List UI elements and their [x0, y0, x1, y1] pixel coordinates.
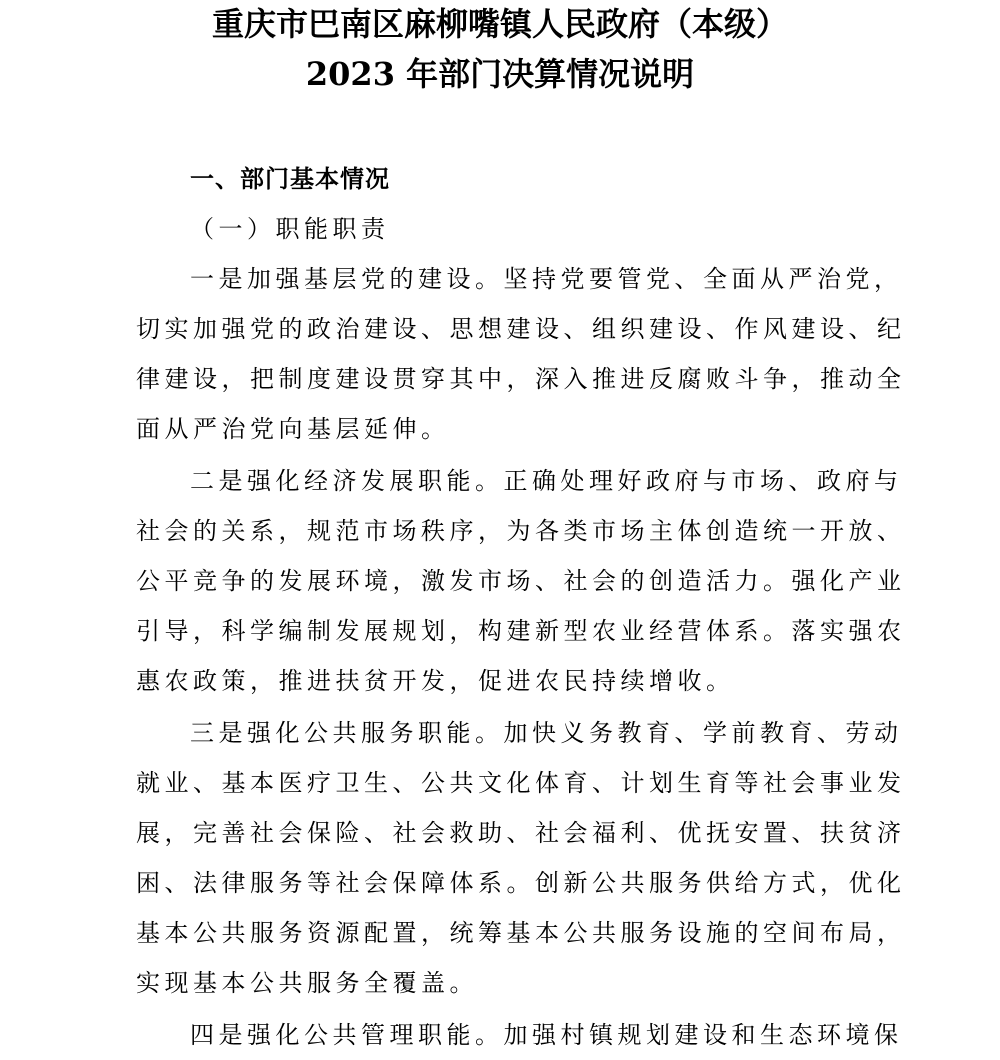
paragraph-3-line-1: 三是强化公共服务职能。加快义务教育、学前教育、劳动	[190, 719, 903, 747]
paragraph-2-line-5: 惠农政策，推进扶贫开发，促进农民持续增收。	[136, 667, 735, 695]
document-title-line-2: 2023 年部门决算情况说明	[305, 55, 695, 93]
paragraph-2-line-3: 公平竞争的发展环境，激发市场、社会的创造活力。强化产业	[136, 567, 906, 595]
paragraph-1-line-1: 一是加强基层党的建设。坚持党要管党、全面从严治党，	[190, 265, 903, 293]
paragraph-4-line-1: 四是强化公共管理职能。加强村镇规划建设和生态环境保	[190, 1021, 903, 1049]
paragraph-3-line-3: 展，完善社会保险、社会救助、社会福利、优抚安置、扶贫济	[136, 819, 906, 847]
paragraph-2-line-2: 社会的关系，规范市场秩序，为各类市场主体创造统一开放、	[136, 517, 906, 545]
paragraph-3-line-5: 基本公共服务资源配置，统筹基本公共服务设施的空间布局，	[136, 919, 906, 947]
paragraph-1-line-4: 面从严治党向基层延伸。	[136, 415, 450, 443]
paragraph-2-line-4: 引导，科学编制发展规划，构建新型农业经营体系。落实强农	[136, 617, 906, 645]
paragraph-3-line-6: 实现基本公共服务全覆盖。	[136, 969, 478, 997]
paragraph-2-line-1: 二是强化经济发展职能。正确处理好政府与市场、政府与	[190, 467, 903, 495]
paragraph-3-line-2: 就业、基本医疗卫生、公共文化体育、计划生育等社会事业发	[136, 769, 906, 797]
section-heading: 一、部门基本情况	[190, 165, 390, 193]
paragraph-1-line-3: 律建设，把制度建设贯穿其中，深入推进反腐败斗争，推动全	[136, 365, 906, 393]
subsection-heading: （一）职能职责	[190, 215, 390, 243]
paragraph-3-line-4: 困、法律服务等社会保障体系。创新公共服务供给方式，优化	[136, 869, 906, 897]
paragraph-1-line-2: 切实加强党的政治建设、思想建设、组织建设、作风建设、纪	[136, 315, 906, 343]
document-title-line-1: 重庆市巴南区麻柳嘴镇人民政府（本级）	[211, 5, 788, 43]
